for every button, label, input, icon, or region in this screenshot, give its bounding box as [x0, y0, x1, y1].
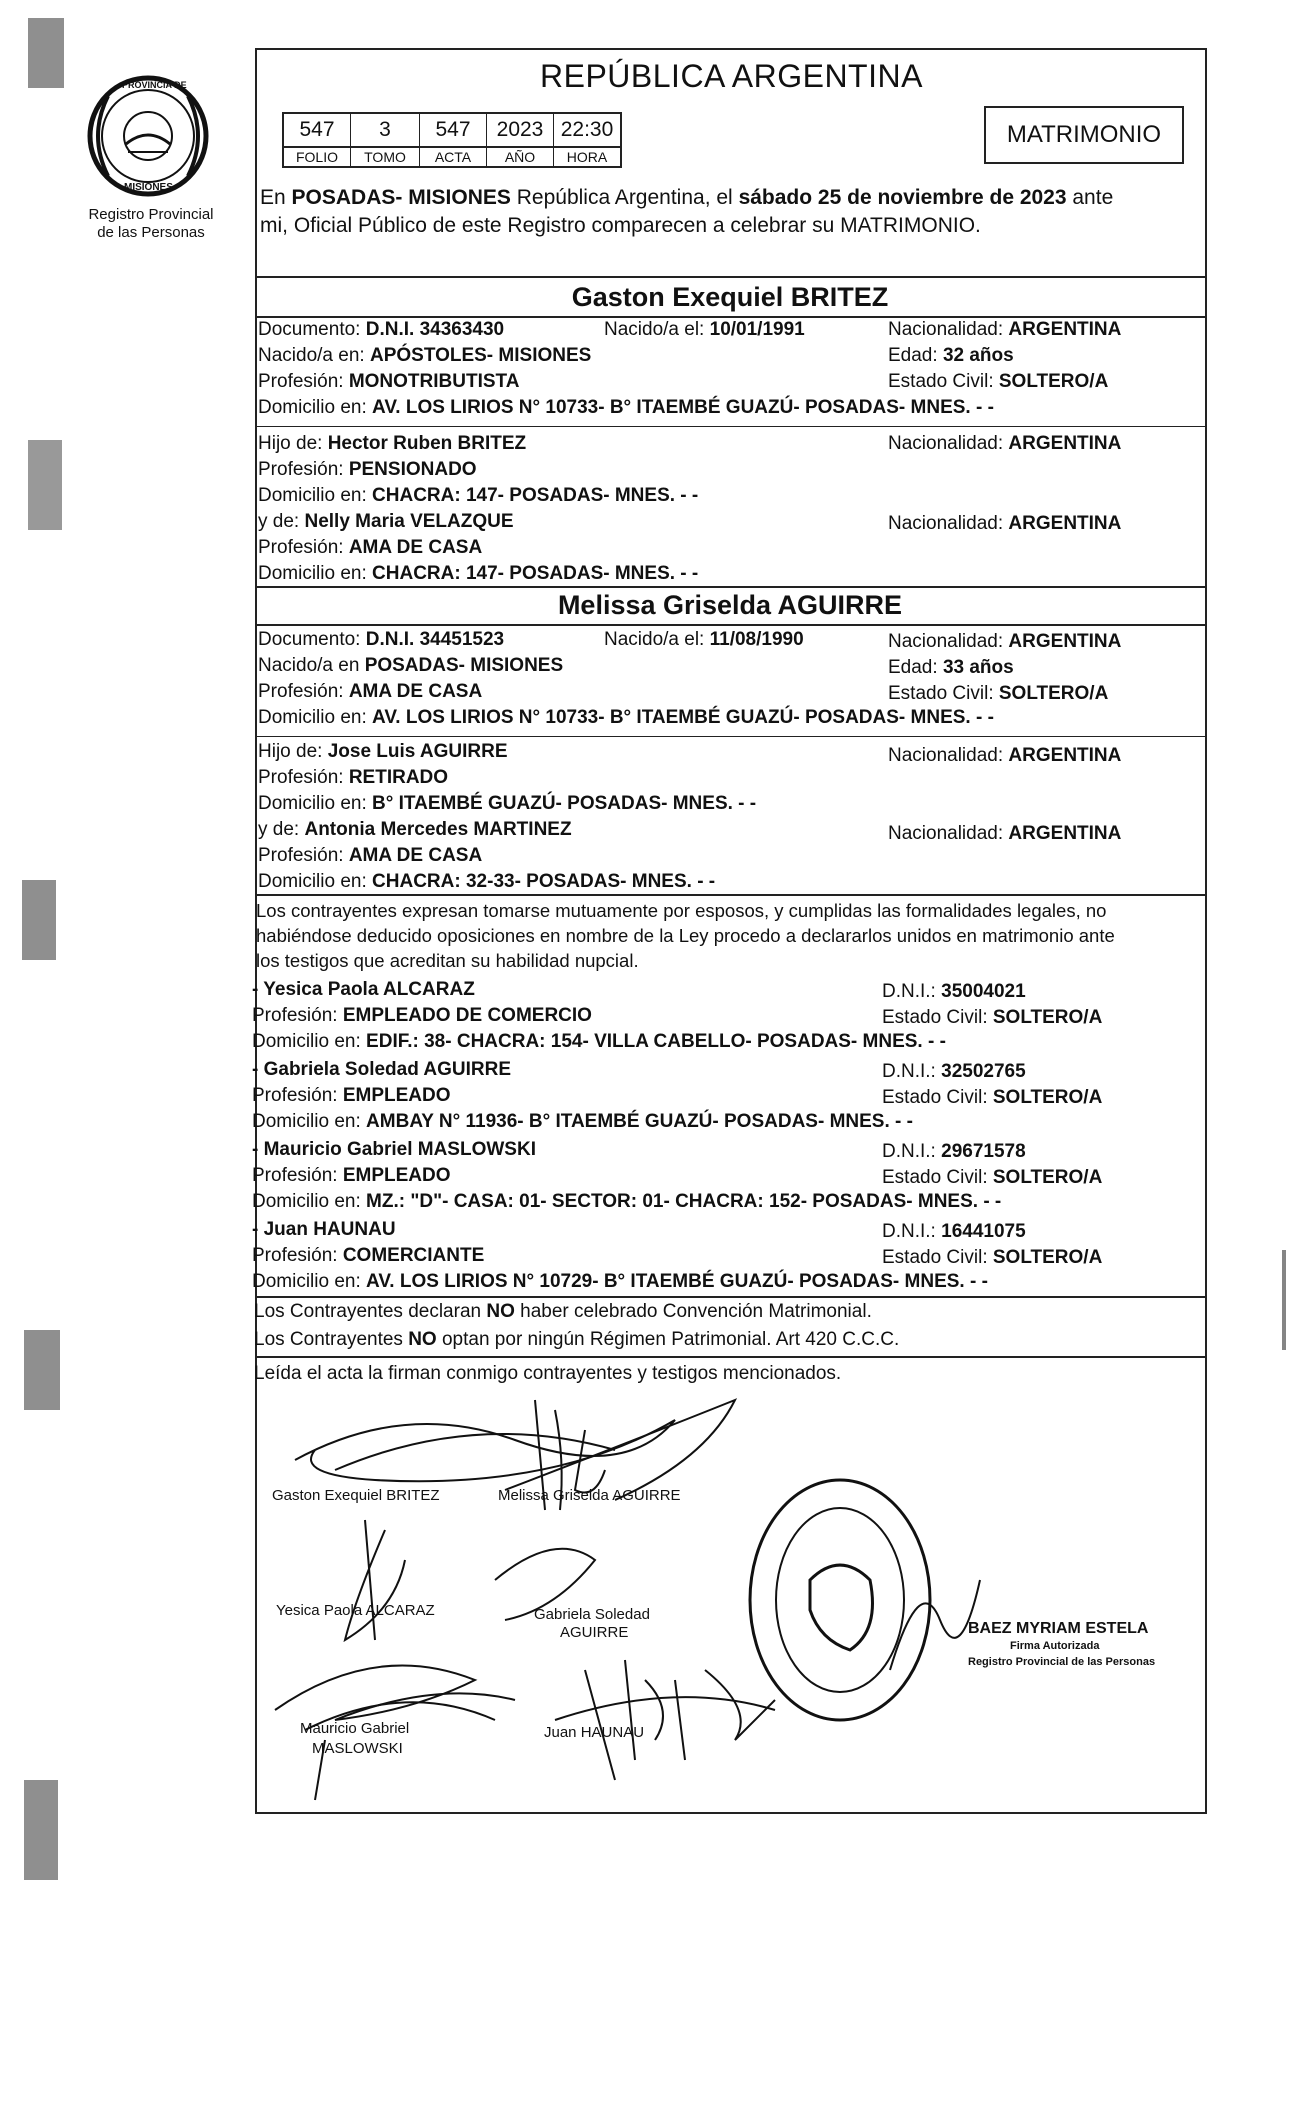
declaration-line-1: Los contrayentes expresan tomarse mutuamente por esposos, y cumplidas las formalidades legales, no [256, 900, 1107, 921]
witness-dni: D.N.I.: 32502765 [882, 1061, 1026, 1082]
hour-value: 22:30 [560, 118, 614, 141]
witness-address: Domicilio en: AV. LOS LIRIOS N° 10729- B° ITAEMBÉ GUAZÚ- POSADAS- MNES. - - [252, 1271, 988, 1292]
seal-arc-top: PROVINCIA DE [122, 80, 187, 90]
declaration [256, 898, 1115, 973]
tomo-value: 3 [351, 114, 420, 146]
spouse2-age: Edad: 33 años [888, 657, 1014, 678]
acta-value: 547 [420, 114, 487, 146]
spouse2-birthplace: Nacido/a en POSADAS- MISIONES [258, 655, 564, 676]
spouse2-name: Melissa Griselda AGUIRRE [557, 590, 903, 620]
spouse2-nationality: Nacionalidad: ARGENTINA [888, 631, 1122, 652]
spouse2-mother-nationality: Nacionalidad: ARGENTINA [888, 823, 1122, 844]
doc-type: MATRIMONIO [1006, 121, 1162, 148]
province-seal-logo [78, 66, 218, 206]
registry-table [282, 112, 622, 168]
spouse1-profession: Profesión: MONOTRIBUTISTA [258, 371, 520, 392]
witness-address: Domicilio en: MZ.: "D"- CASA: 01- SECTOR: 01- CHACRA: 152- POSADAS- MNES. - - [252, 1191, 1002, 1212]
spouse1-name: Gaston Exequiel BRITEZ [571, 282, 889, 312]
scan-mark [24, 1780, 58, 1880]
spouse1-born: Nacido/a el: 10/01/1991 [604, 319, 805, 340]
spouse2-born: Nacido/a el: 11/08/1990 [604, 629, 804, 650]
witness-list [252, 978, 1202, 1298]
divider [255, 1296, 1205, 1298]
country-title: REPÚBLICA ARGENTINA [540, 58, 923, 94]
regime-line-1: Los Contrayentes declaran NO haber celebrado Convención Matrimonial. [254, 1301, 872, 1322]
witness-entry [252, 1138, 1202, 1218]
signatures-intro: Leída el acta la firman conmigo contrayentes y testigos mencionados. [254, 1363, 842, 1384]
spouse2-civil-status: Estado Civil: SOLTERO/A [888, 683, 1109, 704]
witness-name: - Juan HAUNAU [252, 1219, 396, 1240]
regime-line-2: Los Contrayentes NO optan por ningún Régimen Patrimonial. Art 420 C.C.C. [254, 1329, 900, 1350]
org-line-1: Registro Provincial [88, 206, 214, 223]
official-role-1: Firma Autorizada [1010, 1640, 1100, 1652]
divider [255, 276, 1205, 278]
intro-place: POSADAS- MISIONES [291, 186, 511, 209]
witness-dni: D.N.I.: 35004021 [882, 981, 1026, 1002]
spouse1-mother-nationality: Nacionalidad: ARGENTINA [888, 513, 1122, 534]
spouse1-father-nationality: Nacionalidad: ARGENTINA [888, 433, 1122, 454]
declaration-line-3: los testigos que acreditan su habilidad nupcial. [256, 950, 639, 971]
year-label: AÑO [487, 148, 554, 166]
signature-label: Yesica Paola ALCARAZ [276, 1602, 435, 1619]
signature-label: Gabriela Soledad [534, 1606, 650, 1623]
intro-date: sábado 25 de noviembre de 2023 [738, 186, 1067, 209]
spouse2-father-address: Domicilio en: B° ITAEMBÉ GUAZÚ- POSADAS- MNES. - - [258, 793, 757, 814]
witness-entry [252, 978, 1202, 1058]
divider [255, 736, 1205, 737]
org-name [56, 206, 246, 242]
folio-value: 547 [284, 114, 351, 146]
acta-label: ACTA [420, 148, 487, 166]
witness-name: - Mauricio Gabriel MASLOWSKI [252, 1139, 536, 1160]
witness-profession: Profesión: COMERCIANTE [252, 1245, 485, 1266]
spouse1-mother-address: Domicilio en: CHACRA: 147- POSADAS- MNES. - - [258, 563, 699, 584]
witness-civil-status: Estado Civil: SOLTERO/A [882, 1247, 1103, 1268]
witness-entry [252, 1218, 1202, 1298]
spouse1-age: Edad: 32 años [888, 345, 1014, 366]
spouse2-profession: Profesión: AMA DE CASA [258, 681, 483, 702]
witness-name: - Yesica Paola ALCARAZ [252, 979, 475, 1000]
declaration-line-2: habiéndose deducido oposiciones en nombre de la Ley procedo a declararlos unidos en matrimonio ante [256, 925, 1115, 946]
official-name: BAEZ MYRIAM ESTELA [968, 1620, 1149, 1637]
witness-profession: Profesión: EMPLEADO DE COMERCIO [252, 1005, 592, 1026]
divider [255, 1356, 1205, 1358]
witness-civil-status: Estado Civil: SOLTERO/A [882, 1087, 1103, 1108]
spouse2-doc: Documento: D.N.I. 34451523 [258, 629, 505, 650]
spouse1-father-profession: Profesión: PENSIONADO [258, 459, 477, 480]
spouse1-father-address: Domicilio en: CHACRA: 147- POSADAS- MNES. - - [258, 485, 699, 506]
tomo-label: TOMO [351, 148, 420, 166]
scan-mark [22, 880, 56, 960]
official-role-2: Registro Provincial de las Personas [968, 1656, 1156, 1668]
spouse1-address: Domicilio en: AV. LOS LIRIOS N° 10733- B° ITAEMBÉ GUAZÚ- POSADAS- MNES. - - [258, 397, 994, 418]
spouse1-nationality: Nacionalidad: ARGENTINA [888, 319, 1122, 340]
seal-arc-bottom: MISIONES [124, 182, 173, 193]
spouse1-father: Hijo de: Hector Ruben BRITEZ [258, 433, 527, 454]
signature-label: Mauricio Gabriel [300, 1720, 410, 1737]
spouse1-doc: Documento: D.N.I. 34363430 [258, 319, 505, 340]
witness-civil-status: Estado Civil: SOLTERO/A [882, 1167, 1103, 1188]
spouse2-address: Domicilio en: AV. LOS LIRIOS N° 10733- B° ITAEMBÉ GUAZÚ- POSADAS- MNES. - - [258, 707, 994, 728]
spouse1-civil-status: Estado Civil: SOLTERO/A [888, 371, 1109, 392]
witness-address: Domicilio en: EDIF.: 38- CHACRA: 154- VILLA CABELLO- POSADAS- MNES. - - [252, 1031, 946, 1052]
divider [255, 586, 1205, 588]
divider [255, 624, 1205, 626]
doc-type-box [984, 106, 1184, 164]
signature-label: Juan HAUNAU [544, 1724, 645, 1741]
spouse2-father-profession: Profesión: RETIRADO [258, 767, 449, 788]
spouse1-mother: y de: Nelly Maria VELAZQUE [258, 511, 514, 532]
witness-name: - Gabriela Soledad AGUIRRE [252, 1059, 512, 1080]
folio-label: FOLIO [284, 148, 351, 166]
witness-profession: Profesión: EMPLEADO [252, 1165, 451, 1186]
witness-dni: D.N.I.: 16441075 [882, 1221, 1026, 1242]
intro-text: En POSADAS- MISIONES República Argentina, el sábado 25 de noviembre de 2023 ante mi, Oficial Público de este Registro comparecen a celebrar su MATRIMONIO. [260, 184, 1113, 240]
witness-entry [252, 1058, 1202, 1138]
spouse1-mother-profession: Profesión: AMA DE CASA [258, 537, 483, 558]
year-value: 2023 [487, 114, 554, 146]
witness-profession: Profesión: EMPLEADO [252, 1085, 451, 1106]
spouse2-father: Hijo de: Jose Luis AGUIRRE [258, 741, 508, 762]
scan-mark [28, 18, 64, 88]
witness-civil-status: Estado Civil: SOLTERO/A [882, 1007, 1103, 1028]
signature-label: Gaston Exequiel BRITEZ [272, 1487, 440, 1504]
signature-label: Melissa Griselda AGUIRRE [498, 1487, 681, 1504]
spouse1-birthplace: Nacido/a en: APÓSTOLES- MISIONES [258, 345, 592, 366]
spouse2-mother-profession: Profesión: AMA DE CASA [258, 845, 483, 866]
signature-label: MASLOWSKI [312, 1740, 403, 1757]
spouse2-father-nationality: Nacionalidad: ARGENTINA [888, 745, 1122, 766]
org-line-2: de las Personas [97, 224, 205, 241]
witness-dni: D.N.I.: 29671578 [882, 1141, 1026, 1162]
divider [255, 426, 1205, 427]
scan-mark [28, 440, 62, 530]
intro-line-2: mi, Oficial Público de este Registro comparecen a celebrar su MATRIMONIO. [260, 214, 981, 237]
divider [255, 894, 1205, 896]
witness-address: Domicilio en: AMBAY N° 11936- B° ITAEMBÉ GUAZÚ- POSADAS- MNES. - - [252, 1111, 913, 1132]
spouse2-mother: y de: Antonia Mercedes MARTINEZ [258, 819, 572, 840]
scan-mark [24, 1330, 60, 1410]
hour-label: HORA [566, 149, 608, 165]
signature-label: AGUIRRE [560, 1624, 629, 1641]
scan-mark [1282, 1250, 1286, 1350]
spouse2-mother-address: Domicilio en: CHACRA: 32-33- POSADAS- MNES. - - [258, 871, 716, 892]
